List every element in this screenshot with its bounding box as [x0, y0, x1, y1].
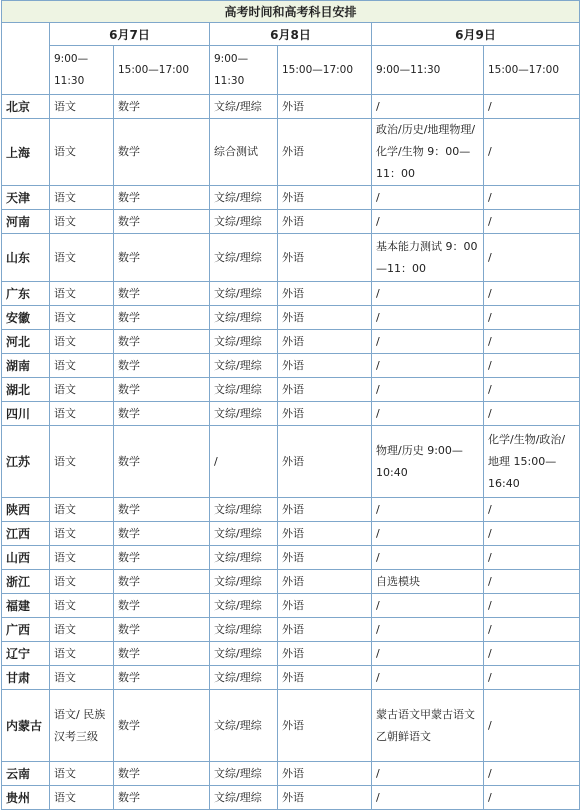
subject-cell: 外语 [278, 690, 372, 762]
subject-cell: 文综/理综 [210, 666, 278, 690]
subject-cell: / [484, 618, 580, 642]
province-cell: 广西 [2, 618, 50, 642]
subject-cell: 数学 [114, 570, 210, 594]
subject-cell: 文综/理综 [210, 762, 278, 786]
subject-cell: 外语 [278, 402, 372, 426]
table-row [2, 210, 580, 234]
province-cell: 浙江 [2, 570, 50, 594]
province-cell: 贵州 [2, 786, 50, 810]
table-row [2, 282, 580, 306]
subject-cell: 语文 [50, 522, 114, 546]
subject-cell: / [372, 306, 484, 330]
subject-cell: 语文 [50, 642, 114, 666]
subject-cell: 外语 [278, 119, 372, 186]
subject-cell: / [372, 522, 484, 546]
subject-cell: 文综/理综 [210, 330, 278, 354]
subject-cell: 语文 [50, 570, 114, 594]
subject-cell: / [372, 762, 484, 786]
subject-cell: 数学 [114, 762, 210, 786]
subject-cell: 外语 [278, 378, 372, 402]
subject-cell: 外语 [278, 642, 372, 666]
subject-cell: / [484, 378, 580, 402]
table-row [2, 762, 580, 786]
corner-cell [2, 23, 50, 95]
subject-cell: 语文 [50, 282, 114, 306]
subject-cell: 外语 [278, 546, 372, 570]
subject-cell: 语文 [50, 402, 114, 426]
subject-cell: 外语 [278, 234, 372, 282]
province-cell: 天津 [2, 186, 50, 210]
subject-cell: 数学 [114, 594, 210, 618]
table-row [2, 330, 580, 354]
province-cell: 江西 [2, 522, 50, 546]
subject-cell: / [372, 786, 484, 810]
subject-cell: 文综/理综 [210, 95, 278, 119]
subject-cell: / [484, 786, 580, 810]
subject-cell: 语文 [50, 666, 114, 690]
table-row [2, 594, 580, 618]
subject-cell: 数学 [114, 522, 210, 546]
province-cell: 四川 [2, 402, 50, 426]
subject-cell: 数学 [114, 282, 210, 306]
subject-cell: / [484, 690, 580, 762]
subject-cell: 文综/理综 [210, 690, 278, 762]
table-row [2, 642, 580, 666]
province-cell: 湖南 [2, 354, 50, 378]
subject-cell: 文综/理综 [210, 498, 278, 522]
subject-cell: / [372, 95, 484, 119]
subject-cell: 基本能力测试 9：00—11：00 [372, 234, 484, 282]
subject-cell: 语文 [50, 594, 114, 618]
subject-cell: / [484, 762, 580, 786]
subject-cell: 外语 [278, 426, 372, 498]
subject-cell: / [484, 594, 580, 618]
table-row [2, 570, 580, 594]
table-row [2, 522, 580, 546]
province-cell: 北京 [2, 95, 50, 119]
subject-cell: / [484, 522, 580, 546]
time-slot-header: 9:00—11:30 [372, 46, 484, 95]
subject-cell: 数学 [114, 690, 210, 762]
time-slot-header: 15:00—17:00 [484, 46, 580, 95]
subject-cell: 外语 [278, 210, 372, 234]
subject-cell: / [372, 354, 484, 378]
subject-cell: / [484, 354, 580, 378]
subject-cell: / [484, 642, 580, 666]
subject-cell: 数学 [114, 330, 210, 354]
subject-cell: / [484, 546, 580, 570]
subject-cell: 语文 [50, 378, 114, 402]
province-cell: 广东 [2, 282, 50, 306]
subject-cell: 外语 [278, 306, 372, 330]
subject-cell: 外语 [278, 95, 372, 119]
subject-cell: 语文 [50, 306, 114, 330]
subject-cell: 文综/理综 [210, 522, 278, 546]
subject-cell: 数学 [114, 498, 210, 522]
subject-cell: 数学 [114, 546, 210, 570]
subject-cell: / [372, 378, 484, 402]
subject-cell: 语文 [50, 354, 114, 378]
subject-cell: 文综/理综 [210, 402, 278, 426]
subject-cell: / [484, 666, 580, 690]
subject-cell: / [372, 546, 484, 570]
province-cell: 辽宁 [2, 642, 50, 666]
subject-cell: 文综/理综 [210, 378, 278, 402]
subject-cell: 外语 [278, 762, 372, 786]
subject-cell: 语文/ 民族汉考三级 [50, 690, 114, 762]
table-row [2, 618, 580, 642]
subject-cell: / [372, 618, 484, 642]
subject-cell: 语文 [50, 618, 114, 642]
time-slot-header: 15:00—17:00 [114, 46, 210, 95]
subject-cell: 数学 [114, 426, 210, 498]
subject-cell: 语文 [50, 330, 114, 354]
subject-cell: 数学 [114, 95, 210, 119]
subject-cell: 数学 [114, 119, 210, 186]
subject-cell: / [372, 498, 484, 522]
table-row [2, 786, 580, 810]
table-row [2, 354, 580, 378]
table-row [2, 546, 580, 570]
subject-cell: 综合测试 [210, 119, 278, 186]
subject-cell: 文综/理综 [210, 594, 278, 618]
subject-cell: 外语 [278, 282, 372, 306]
subject-cell: 外语 [278, 786, 372, 810]
time-slot-header: 15:00—17:00 [278, 46, 372, 95]
table-row [2, 690, 580, 762]
table-row [2, 666, 580, 690]
subject-cell: 数学 [114, 378, 210, 402]
time-slot-header: 9:00—11:30 [50, 46, 114, 95]
subject-cell: 文综/理综 [210, 618, 278, 642]
subject-cell: 外语 [278, 522, 372, 546]
subject-cell: 数学 [114, 618, 210, 642]
province-cell: 福建 [2, 594, 50, 618]
subject-cell: 数学 [114, 786, 210, 810]
province-cell: 云南 [2, 762, 50, 786]
subject-cell: / [484, 498, 580, 522]
subject-cell: 语文 [50, 234, 114, 282]
subject-cell: 语文 [50, 546, 114, 570]
subject-cell: 外语 [278, 618, 372, 642]
subject-cell: 政治/历史/地理物理/化学/生物 9：00—11：00 [372, 119, 484, 186]
subject-cell: / [210, 426, 278, 498]
subject-cell: 蒙古语文甲蒙古语文乙朝鲜语文 [372, 690, 484, 762]
schedule-table [1, 0, 580, 810]
subject-cell: 语文 [50, 762, 114, 786]
subject-cell: / [372, 330, 484, 354]
subject-cell: / [484, 306, 580, 330]
province-cell: 河北 [2, 330, 50, 354]
subject-cell: / [484, 402, 580, 426]
table-row [2, 234, 580, 282]
subject-cell: 数学 [114, 642, 210, 666]
subject-cell: 外语 [278, 666, 372, 690]
province-cell: 湖北 [2, 378, 50, 402]
subject-cell: 文综/理综 [210, 546, 278, 570]
subject-cell: 语文 [50, 786, 114, 810]
province-cell: 安徽 [2, 306, 50, 330]
subject-cell: 数学 [114, 234, 210, 282]
subject-cell: / [372, 282, 484, 306]
subject-cell: 文综/理综 [210, 642, 278, 666]
subject-cell: 外语 [278, 330, 372, 354]
province-cell: 山西 [2, 546, 50, 570]
subject-cell: 语文 [50, 186, 114, 210]
subject-cell: 语文 [50, 426, 114, 498]
subject-cell: 文综/理综 [210, 786, 278, 810]
subject-cell: 文综/理综 [210, 186, 278, 210]
subject-cell: 文综/理综 [210, 282, 278, 306]
subject-cell: / [484, 210, 580, 234]
province-cell: 山东 [2, 234, 50, 282]
subject-cell: 自选模块 [372, 570, 484, 594]
table-row [2, 186, 580, 210]
subject-cell: / [484, 330, 580, 354]
subject-cell: 物理/历史 9:00—10:40 [372, 426, 484, 498]
table-title: 高考时间和高考科目安排 [2, 1, 580, 23]
subject-cell: / [484, 234, 580, 282]
subject-cell: / [484, 570, 580, 594]
province-cell: 江苏 [2, 426, 50, 498]
subject-cell: / [372, 402, 484, 426]
table-row [2, 306, 580, 330]
table-row [2, 95, 580, 119]
subject-cell: 数学 [114, 210, 210, 234]
subject-cell: 外语 [278, 594, 372, 618]
subject-cell: 外语 [278, 354, 372, 378]
subject-cell: 语文 [50, 119, 114, 186]
table-row [2, 426, 580, 498]
subject-cell: / [484, 186, 580, 210]
subject-cell: 文综/理综 [210, 306, 278, 330]
date-header: 6月9日 [372, 23, 580, 46]
table-row [2, 378, 580, 402]
subject-cell: / [372, 186, 484, 210]
subject-cell: / [484, 95, 580, 119]
subject-cell: / [372, 642, 484, 666]
subject-cell: 外语 [278, 186, 372, 210]
subject-cell: / [484, 282, 580, 306]
subject-cell: 数学 [114, 402, 210, 426]
table-row [2, 498, 580, 522]
subject-cell: / [484, 119, 580, 186]
province-cell: 上海 [2, 119, 50, 186]
subject-cell: 数学 [114, 306, 210, 330]
province-cell: 内蒙古 [2, 690, 50, 762]
subject-cell: / [372, 594, 484, 618]
subject-cell: / [372, 666, 484, 690]
subject-cell: 语文 [50, 210, 114, 234]
subject-cell: 数学 [114, 666, 210, 690]
subject-cell: 外语 [278, 498, 372, 522]
province-cell: 陕西 [2, 498, 50, 522]
subject-cell: 文综/理综 [210, 570, 278, 594]
province-cell: 甘肃 [2, 666, 50, 690]
subject-cell: 化学/生物/政治/地理 15:00—16:40 [484, 426, 580, 498]
subject-cell: / [372, 210, 484, 234]
subject-cell: 文综/理综 [210, 234, 278, 282]
subject-cell: 语文 [50, 95, 114, 119]
date-header: 6月7日 [50, 23, 210, 46]
subject-cell: 文综/理综 [210, 354, 278, 378]
province-cell: 河南 [2, 210, 50, 234]
subject-cell: 文综/理综 [210, 210, 278, 234]
table-row [2, 119, 580, 186]
subject-cell: 外语 [278, 570, 372, 594]
subject-cell: 语文 [50, 498, 114, 522]
time-slot-header: 9:00—11:30 [210, 46, 278, 95]
subject-cell: 数学 [114, 186, 210, 210]
date-header: 6月8日 [210, 23, 372, 46]
subject-cell: 数学 [114, 354, 210, 378]
table-row [2, 402, 580, 426]
